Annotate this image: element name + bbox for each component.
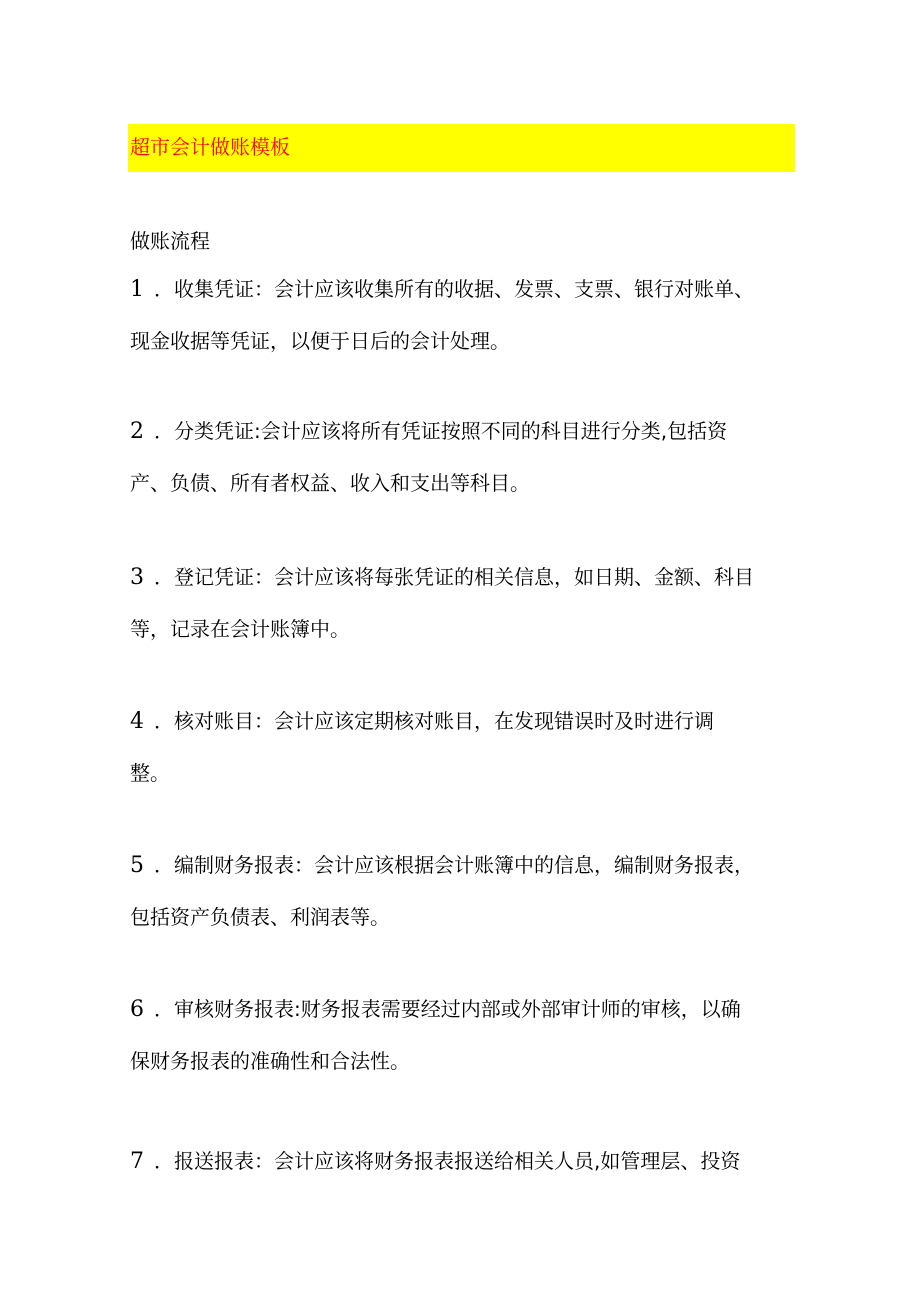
step-2 [130, 418, 800, 522]
step-line [130, 328, 800, 380]
step-line [130, 1048, 800, 1100]
step-text: ．审核财务报表:财务报表需要经过内部或外部审计师的审核，以确 [154, 997, 741, 1021]
step-text: ．分类凭证:会计应该将所有凭证按照不同的科目进行分类,包括资 [154, 419, 728, 443]
title-highlight [128, 124, 795, 172]
step-line [130, 760, 800, 812]
step-5 [130, 852, 800, 956]
document-title: 超市会计做账模板 [130, 135, 290, 159]
step-1 [130, 276, 800, 380]
step-number: 4 [130, 709, 144, 734]
step-number: 2 [130, 419, 144, 444]
step-number: 5 [130, 853, 144, 878]
step-text: ．登记凭证：会计应该将每张凭证的相关信息，如日期、金额、科目 [154, 565, 754, 589]
step-number: 7 [130, 1149, 144, 1174]
step-7 [130, 1148, 800, 1200]
section-heading: 做账流程 [130, 229, 210, 253]
step-text: 现金收据等凭证，以便于日后的会计处理。 [130, 329, 510, 353]
step-6 [130, 996, 800, 1100]
step-text: ．核对账目：会计应该定期核对账目，在发现错误时及时进行调 [154, 709, 714, 733]
step-number: 6 [130, 997, 144, 1022]
step-text: 产、负债、所有者权益、收入和支出等科目。 [130, 471, 530, 495]
step-line [130, 852, 800, 904]
step-text: ．编制财务报表：会计应该根据会计账簿中的信息，编制财务报表， [154, 853, 754, 877]
step-text: 等，记录在会计账簿中。 [130, 617, 350, 641]
step-number: 3 [130, 565, 144, 590]
step-line [130, 996, 800, 1048]
step-text: ．收集凭证：会计应该收集所有的收据、发票、支票、银行对账单、 [154, 277, 754, 301]
step-line [130, 616, 800, 668]
step-3 [130, 564, 800, 668]
step-line [130, 418, 800, 470]
step-line [130, 470, 800, 522]
step-4 [130, 708, 800, 812]
step-line [130, 564, 800, 616]
step-text: 整。 [130, 761, 170, 785]
step-line [130, 708, 800, 760]
step-number: 1 [130, 277, 144, 302]
step-line [130, 1148, 800, 1200]
step-text: 保财务报表的准确性和合法性。 [130, 1049, 410, 1073]
step-line [130, 904, 800, 956]
step-line [130, 276, 800, 328]
step-text: 包括资产负债表、利润表等。 [130, 905, 390, 929]
step-text: ．报送报表：会计应该将财务报表报送给相关人员,如管理层、投资 [154, 1149, 741, 1173]
